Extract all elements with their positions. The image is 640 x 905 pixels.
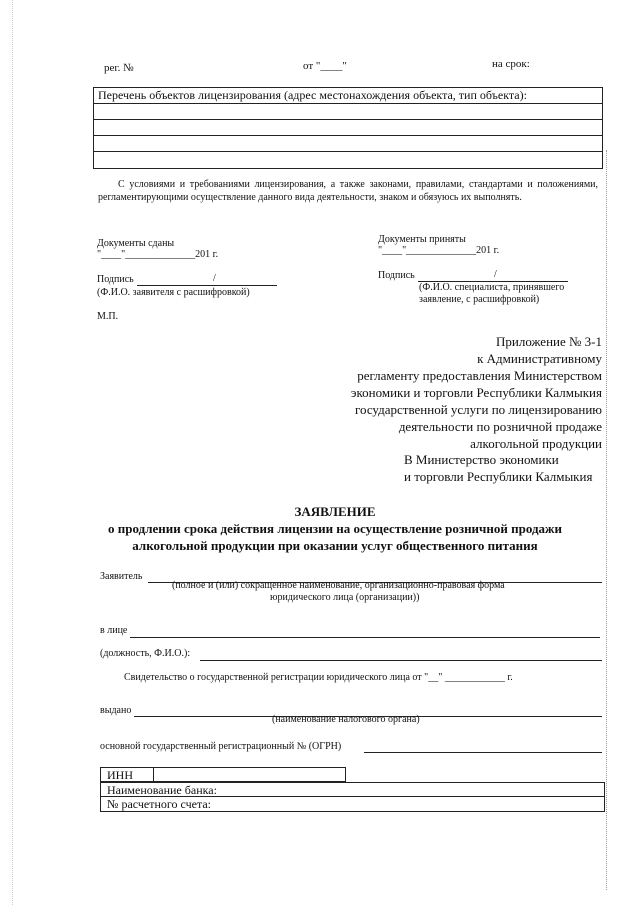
person-input-line[interactable] bbox=[130, 637, 600, 638]
account-label: № расчетного счета: bbox=[107, 797, 212, 811]
appendix-line: к Административному bbox=[477, 351, 602, 366]
appendix-line: государственной услуги по лицензированию bbox=[355, 402, 602, 417]
applicant-hint-line1: (полное и (или) сокращенное наименование, организационно-правовая форма bbox=[172, 580, 505, 591]
licensing-object-row[interactable] bbox=[94, 104, 602, 120]
scan-edge-left bbox=[12, 0, 13, 905]
inn-row[interactable] bbox=[100, 767, 346, 782]
bank-name-label: Наименование банка: bbox=[107, 783, 217, 797]
appendix-line: Приложение № 3-1 bbox=[495, 334, 602, 349]
ogrn-input-line[interactable] bbox=[364, 752, 602, 753]
appendix-block bbox=[302, 333, 602, 452]
applicant-label: Заявитель bbox=[100, 571, 143, 582]
appendix-line: деятельности по розничной продаже bbox=[398, 419, 602, 434]
specialist-signature-line[interactable] bbox=[418, 270, 568, 282]
inn-cell-divider bbox=[153, 767, 154, 782]
licensing-object-row[interactable] bbox=[94, 136, 602, 152]
docs-accepted-label: Документы приняты bbox=[378, 234, 466, 245]
issued-label: выдано bbox=[100, 705, 132, 716]
licensing-objects-heading: Перечень объектов лицензирования (адрес местонахождения объекта, тип объекта): bbox=[94, 88, 602, 104]
agreement-paragraph: С условиями и требованиями лицензирования, а также законами, правилами, стандартами и положениями, регламентирующими осуществление данного вида деятельности, знаком и обязуюсь их выполнять. bbox=[98, 179, 598, 203]
signature-slash: / bbox=[494, 269, 497, 280]
certificate-label: Свидетельство о государственной регистрации юридического лица от "__" ____________ г. bbox=[124, 672, 513, 683]
reg-number-label: рег. № bbox=[104, 62, 134, 74]
addressee-line1: В Министерство экономики bbox=[404, 452, 559, 467]
bank-name-row[interactable] bbox=[100, 782, 605, 797]
docs-submitted-label: Документы сданы bbox=[97, 238, 175, 249]
applicant-signature-caption: (Ф.И.О. заявителя с расшифровкой) bbox=[97, 287, 250, 298]
docs-accepted-date[interactable]: "____"______________201 г. bbox=[378, 245, 500, 256]
applicant-signature-line[interactable] bbox=[137, 274, 277, 286]
signature-slash: / bbox=[213, 273, 216, 284]
applicant-signature-label: Подпись bbox=[97, 274, 134, 285]
appendix-line: алкогольной продукции bbox=[470, 436, 602, 451]
term-label: на срок: bbox=[492, 58, 530, 70]
licensing-objects-table bbox=[93, 87, 603, 169]
application-title bbox=[100, 503, 570, 554]
addressee-block bbox=[404, 451, 592, 485]
account-row[interactable] bbox=[100, 797, 605, 812]
appendix-line: экономики и торговли Республики Калмыкия bbox=[350, 385, 602, 400]
issued-hint: (наименование налогового органа) bbox=[272, 714, 420, 725]
addressee-line2: и торговли Республики Калмыкия bbox=[404, 469, 593, 484]
scan-edge-right bbox=[606, 150, 607, 890]
licensing-object-row[interactable] bbox=[94, 152, 602, 168]
bank-details-table bbox=[100, 767, 605, 812]
stamp-label: М.П. bbox=[97, 311, 119, 322]
appendix-line: регламенту предоставления Министерством bbox=[357, 368, 602, 383]
title-line1: ЗАЯВЛЕНИЕ bbox=[294, 504, 376, 519]
docs-submitted-date[interactable]: "____"______________201 г. bbox=[97, 249, 219, 260]
position-label: (должность, Ф.И.О.): bbox=[100, 648, 191, 659]
specialist-caption-line1: (Ф.И.О. специалиста, принявшего bbox=[419, 282, 565, 293]
ogrn-label: основной государственный регистрационный № (ОГРН) bbox=[100, 741, 342, 752]
inn-label: ИНН bbox=[107, 768, 133, 782]
licensing-object-row[interactable] bbox=[94, 120, 602, 136]
date-from-label: от "____" bbox=[303, 60, 347, 72]
specialist-caption-line2: заявление, с расшифровкой) bbox=[419, 294, 540, 305]
title-line3: алкогольной продукции при оказании услуг общественного питания bbox=[132, 538, 538, 553]
position-input-line[interactable] bbox=[200, 660, 602, 661]
applicant-hint-line2: юридического лица (организации)) bbox=[270, 592, 420, 603]
specialist-signature-label: Подпись bbox=[378, 270, 415, 281]
title-line2: о продлении срока действия лицензии на осуществление розничной продажи bbox=[108, 521, 562, 536]
person-label: в лице bbox=[100, 625, 128, 636]
